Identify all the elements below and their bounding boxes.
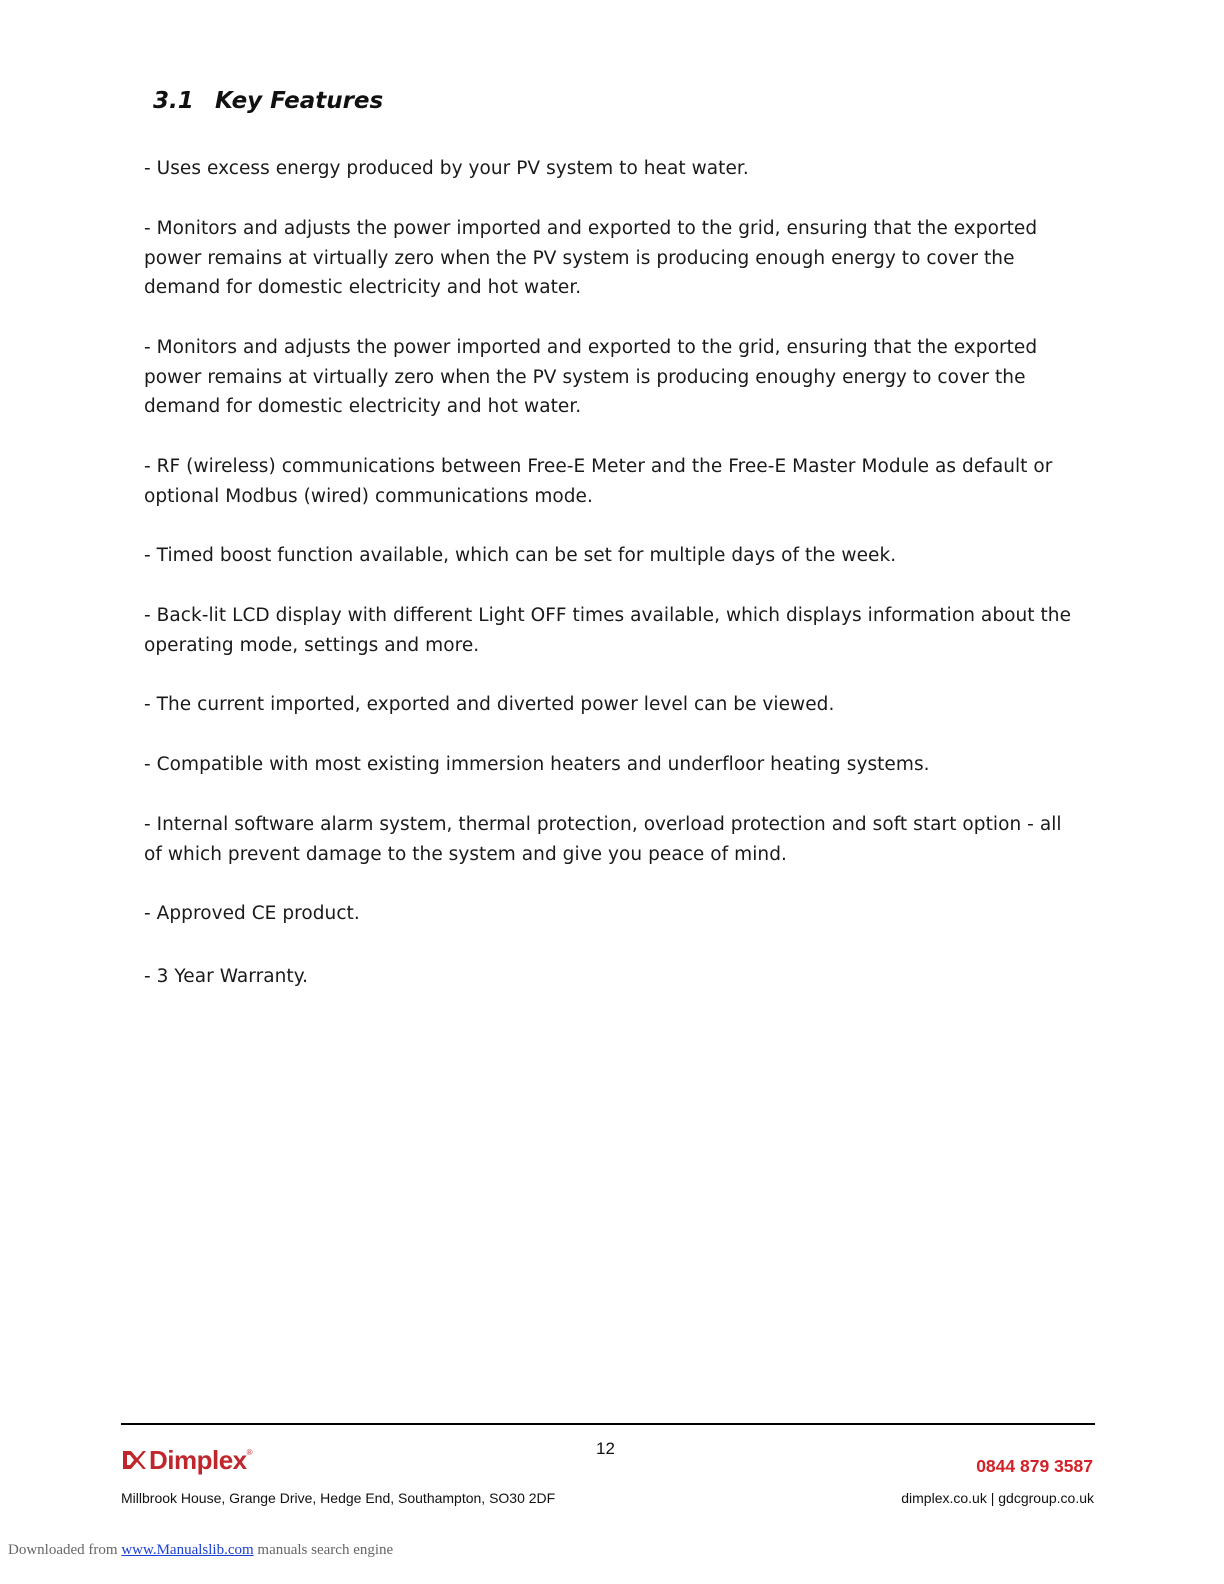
- logo-text: Dimplex: [149, 1444, 247, 1475]
- download-prefix: Downloaded from: [8, 1542, 118, 1558]
- page-number: 12: [596, 1439, 615, 1458]
- phone-number: 0844 879 3587: [976, 1456, 1093, 1476]
- section-title: Key Features: [215, 88, 384, 114]
- dimplex-logo-icon: [121, 1448, 147, 1472]
- feature-item: - Monitors and adjusts the power imported and exported to the grid, ensuring that the exported power remains at virtually zero when the PV system is producing enough energy to cover the demand for domestic electricity and hot water.: [144, 218, 1038, 299]
- dimplex-logo: [121, 1444, 253, 1476]
- feature-item: - Back-lit LCD display with different Light OFF times available, which displays information about the operating mode, settings and more.: [144, 605, 1071, 656]
- feature-item: - The current imported, exported and diverted power level can be viewed.: [144, 694, 835, 715]
- feature-item: - Compatible with most existing immersion heaters and underfloor heating systems.: [144, 754, 930, 775]
- download-suffix: manuals search engine: [257, 1542, 394, 1558]
- feature-item: - Internal software alarm system, thermal protection, overload protection and soft start option - all of which prevent damage to the system and give you peace of mind.: [144, 814, 1062, 865]
- feature-item: - Approved CE product.: [144, 903, 360, 924]
- feature-item: - Timed boost function available, which can be set for multiple days of the week.: [144, 545, 897, 566]
- company-websites: dimplex.co.uk | gdcgroup.co.uk: [901, 1490, 1094, 1506]
- footer-divider: [121, 1423, 1095, 1425]
- registered-mark: ®: [246, 1448, 253, 1457]
- feature-item: - Uses excess energy produced by your PV system to heat water.: [144, 158, 749, 179]
- company-address: Millbrook House, Grange Drive, Hedge End, Southampton, SO30 2DF: [121, 1490, 556, 1506]
- feature-item: - RF (wireless) communications between Free-E Meter and the Free-E Master Module as default or optional Modbus (wired) communications mode.: [144, 456, 1053, 507]
- manualslib-link[interactable]: www.Manualslib.com: [121, 1542, 254, 1558]
- feature-item: - Monitors and adjusts the power imported and exported to the grid, ensuring that the exported power remains at virtually zero when the PV system is producing enoughy energy to cover the demand for domestic electricity and hot water.: [144, 337, 1038, 418]
- section-number: 3.1: [153, 88, 194, 114]
- feature-item: - 3 Year Warranty.: [144, 966, 308, 987]
- section-heading: [153, 88, 383, 114]
- download-attribution: [8, 1542, 393, 1559]
